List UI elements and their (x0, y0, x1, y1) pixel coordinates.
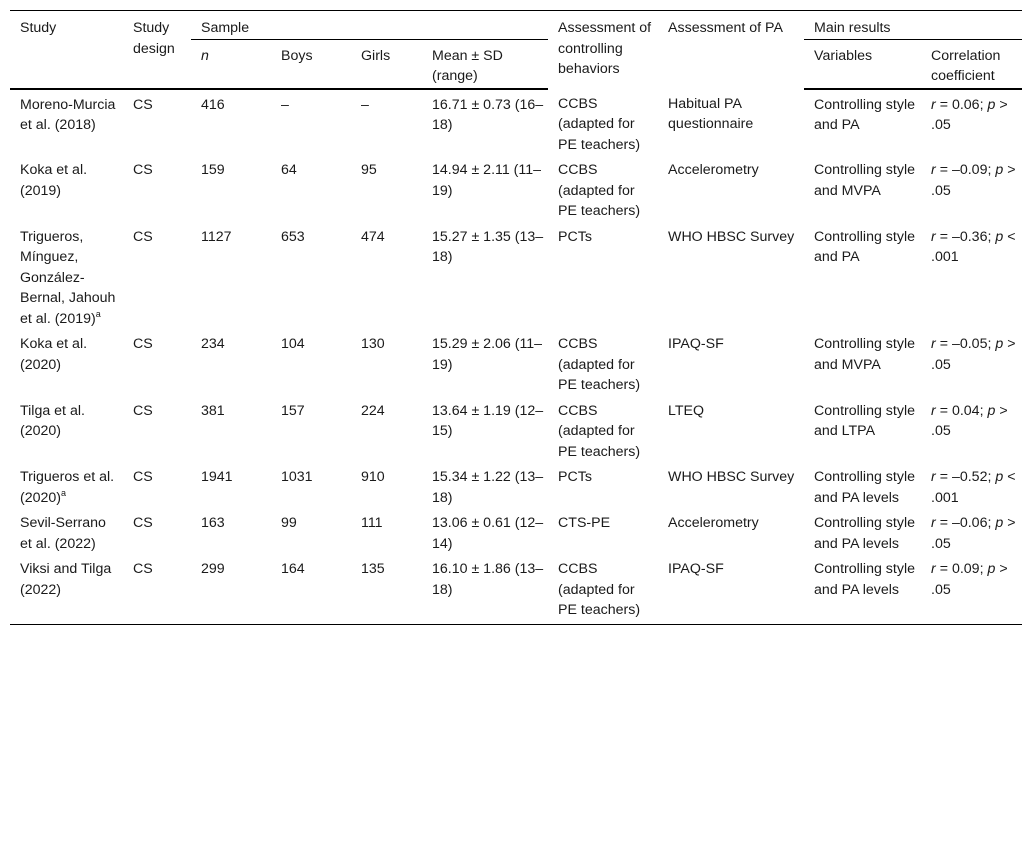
table-row (10, 89, 1022, 156)
table-row (10, 508, 1022, 554)
equals-sign: = (935, 402, 952, 419)
cell-n: 1941 (201, 469, 233, 485)
cell-mean-sd: 13.06 ± 0.61 (12–14) (432, 515, 544, 552)
cell-boys: 164 (271, 554, 351, 624)
p-symbol: p (995, 469, 1004, 485)
cell-pa-assessment: WHO HBSC Survey (668, 228, 795, 245)
cell-mean-sd: 15.29 ± 2.06 (11–19) (432, 336, 543, 373)
cell-design: CS (133, 336, 153, 352)
equals-sign: = (935, 515, 952, 531)
cell-mean-sd: 14.94 ± 2.11 (11–19) (432, 162, 542, 199)
table-header (10, 11, 1022, 89)
cell-controlling-assessment: CCBS (adapted for PE teachers) (558, 336, 641, 393)
header-main-results: Main results (804, 11, 1022, 40)
cell-design: CS (133, 515, 153, 531)
cell-design: CS (123, 554, 191, 624)
cell-n: 1127 (201, 228, 232, 245)
cell-boys: 1031 (281, 469, 313, 485)
p-value: > .05 (931, 402, 1008, 439)
cell-boys: 653 (281, 228, 305, 245)
p-symbol: p (995, 162, 1004, 178)
cell-controlling-assessment: CCBS (adapted for PE teachers) (548, 554, 658, 624)
header-girls: Girls (351, 39, 422, 89)
p-symbol: p (995, 515, 1004, 531)
study-citation: Trigueros, Mínguez, González-Bernal, Jahouh et al. (2019) (20, 228, 116, 327)
cell-correlation (921, 89, 1022, 156)
cell-boys: 99 (281, 515, 297, 531)
cell-controlling-assessment: CCBS (adapted for PE teachers) (558, 95, 641, 153)
p-value: > .05 (931, 515, 1016, 552)
table-row (10, 329, 1022, 396)
r-value: 0.09; (951, 561, 984, 577)
r-symbol: r (931, 228, 936, 245)
header-assessment-controlling: Assessment of controlling behaviors (548, 11, 658, 89)
studies-table-container (10, 10, 1022, 625)
cell-study (10, 155, 123, 222)
cell-study (10, 222, 123, 330)
p-symbol: p (987, 561, 996, 577)
r-symbol: r (931, 96, 936, 113)
equals-sign: = (935, 228, 952, 245)
r-symbol: r (931, 515, 936, 531)
study-citation: Koka et al. (2020) (20, 336, 88, 373)
cell-pa-assessment: LTEQ (668, 402, 705, 419)
p-value: > .05 (931, 96, 1008, 133)
cell-girls: 111 (361, 515, 383, 531)
cell-controlling-assessment: PCTs (558, 469, 592, 485)
r-value: –0.52; (951, 469, 992, 485)
cell-variables: Controlling style and PA levels (814, 469, 915, 506)
table-body (10, 89, 1022, 625)
cell-girls: 224 (361, 402, 385, 419)
cell-correlation (921, 396, 1022, 463)
r-value: 0.04; (951, 402, 984, 419)
equals-sign: = (935, 162, 952, 178)
equals-sign: = (935, 336, 952, 352)
header-study: Study (10, 11, 123, 89)
p-symbol: p (995, 228, 1004, 245)
r-value: –0.06; (951, 515, 992, 531)
cell-correlation (921, 462, 1022, 508)
cell-girls: 130 (361, 336, 385, 352)
table-row (10, 155, 1022, 222)
r-symbol: r (931, 336, 936, 352)
equals-sign: = (935, 469, 952, 485)
cell-pa-assessment: Accelerometry (668, 162, 759, 178)
cell-study (10, 89, 123, 156)
studies-table (10, 10, 1022, 625)
cell-correlation (921, 329, 1022, 396)
cell-correlation (921, 222, 1022, 330)
cell-variables: Controlling style and MVPA (814, 336, 915, 373)
footnote-marker: a (95, 308, 101, 319)
header-sample: Sample (191, 11, 548, 40)
r-value: –0.36; (951, 228, 992, 245)
cell-mean-sd: 13.64 ± 1.19 (12–15) (432, 402, 544, 439)
cell-n: 416 (201, 96, 225, 113)
cell-variables: Controlling style and LTPA (814, 402, 915, 439)
cell-n: 381 (201, 402, 225, 419)
study-citation: Sevil-Serrano et al. (2022) (20, 515, 106, 552)
cell-controlling-assessment: CCBS (adapted for PE teachers) (558, 402, 641, 460)
header-variables: Variables (804, 39, 921, 89)
cell-controlling-assessment: PCTs (558, 228, 592, 245)
cell-pa-assessment: WHO HBSC Survey (668, 469, 795, 485)
p-value: > .05 (931, 561, 1008, 598)
equals-sign: = (935, 96, 952, 113)
cell-design: CS (133, 162, 153, 178)
cell-mean-sd: 15.27 ± 1.35 (13–18) (432, 228, 544, 265)
cell-girls: 95 (361, 162, 377, 178)
cell-study (10, 329, 123, 396)
r-value: –0.09; (951, 162, 992, 178)
cell-boys: – (281, 96, 289, 113)
study-citation: Tilga et al. (2020) (20, 402, 85, 439)
table-row (10, 462, 1022, 508)
cell-design: CS (133, 402, 153, 419)
equals-sign: = (935, 561, 952, 577)
table-row (10, 222, 1022, 330)
table-row (10, 396, 1022, 463)
cell-boys: 157 (281, 402, 305, 419)
cell-correlation (921, 155, 1022, 222)
cell-mean-sd: 16.71 ± 0.73 (16–18) (432, 96, 544, 133)
r-value: 0.06; (951, 96, 984, 113)
cell-design: CS (133, 96, 153, 113)
cell-study (10, 554, 123, 624)
r-symbol: r (931, 402, 936, 419)
cell-correlation (921, 554, 1022, 624)
cell-design: CS (133, 228, 153, 245)
cell-controlling-assessment: CTS-PE (558, 515, 611, 531)
cell-correlation (921, 508, 1022, 554)
cell-variables: Controlling style and PA levels (814, 515, 915, 552)
footnote-marker: a (61, 487, 67, 498)
cell-girls: – (361, 96, 369, 113)
cell-mean-sd: 16.10 ± 1.86 (13–18) (422, 554, 548, 624)
header-correlation: Correlation coefficient (921, 39, 1022, 89)
cell-controlling-assessment: CCBS (adapted for PE teachers) (558, 162, 641, 219)
r-value: –0.05; (951, 336, 992, 352)
cell-girls: 135 (351, 554, 422, 624)
table-row (10, 554, 1022, 624)
p-symbol: p (995, 336, 1004, 352)
cell-variables: Controlling style and PA levels (804, 554, 921, 624)
study-citation: Koka et al. (2019) (20, 162, 88, 199)
cell-pa-assessment: Accelerometry (668, 515, 759, 531)
cell-design: CS (133, 469, 153, 485)
header-assessment-pa: Assessment of PA (658, 11, 804, 89)
p-value: < .001 (931, 228, 1016, 265)
cell-boys: 104 (281, 336, 305, 352)
cell-study (10, 396, 123, 463)
p-value: < .001 (931, 469, 1016, 506)
cell-n: 299 (191, 554, 271, 624)
cell-study (10, 508, 123, 554)
r-symbol: r (931, 561, 936, 577)
header-study-design: Study design (123, 11, 191, 89)
cell-variables: Controlling style and PA (814, 96, 915, 133)
cell-n: 159 (201, 162, 225, 178)
cell-boys: 64 (281, 162, 297, 178)
header-boys: Boys (271, 39, 351, 89)
header-n: n (191, 39, 271, 89)
p-symbol: p (987, 402, 996, 419)
study-citation: Trigueros et al. (2020) (20, 469, 115, 506)
r-symbol: r (931, 469, 936, 485)
cell-girls: 474 (361, 228, 385, 245)
cell-n: 163 (201, 515, 225, 531)
cell-n: 234 (201, 336, 225, 352)
study-citation: Moreno-Murcia et al. (2018) (20, 96, 116, 133)
study-citation: Viksi and Tilga (2022) (20, 561, 112, 598)
cell-pa-assessment: Habitual PA questionnaire (668, 95, 754, 132)
cell-pa-assessment: IPAQ-SF (658, 554, 804, 624)
r-symbol: r (931, 162, 936, 178)
p-symbol: p (987, 96, 996, 113)
cell-pa-assessment: IPAQ-SF (668, 336, 724, 352)
p-value: > .05 (931, 162, 1016, 199)
cell-mean-sd: 15.34 ± 1.22 (13–18) (432, 469, 544, 506)
cell-study (10, 462, 123, 508)
cell-variables: Controlling style and MVPA (814, 162, 915, 199)
cell-girls: 910 (361, 469, 385, 485)
cell-variables: Controlling style and PA (814, 228, 915, 265)
header-mean-sd: Mean ± SD (range) (422, 39, 548, 89)
p-value: > .05 (931, 336, 1016, 373)
